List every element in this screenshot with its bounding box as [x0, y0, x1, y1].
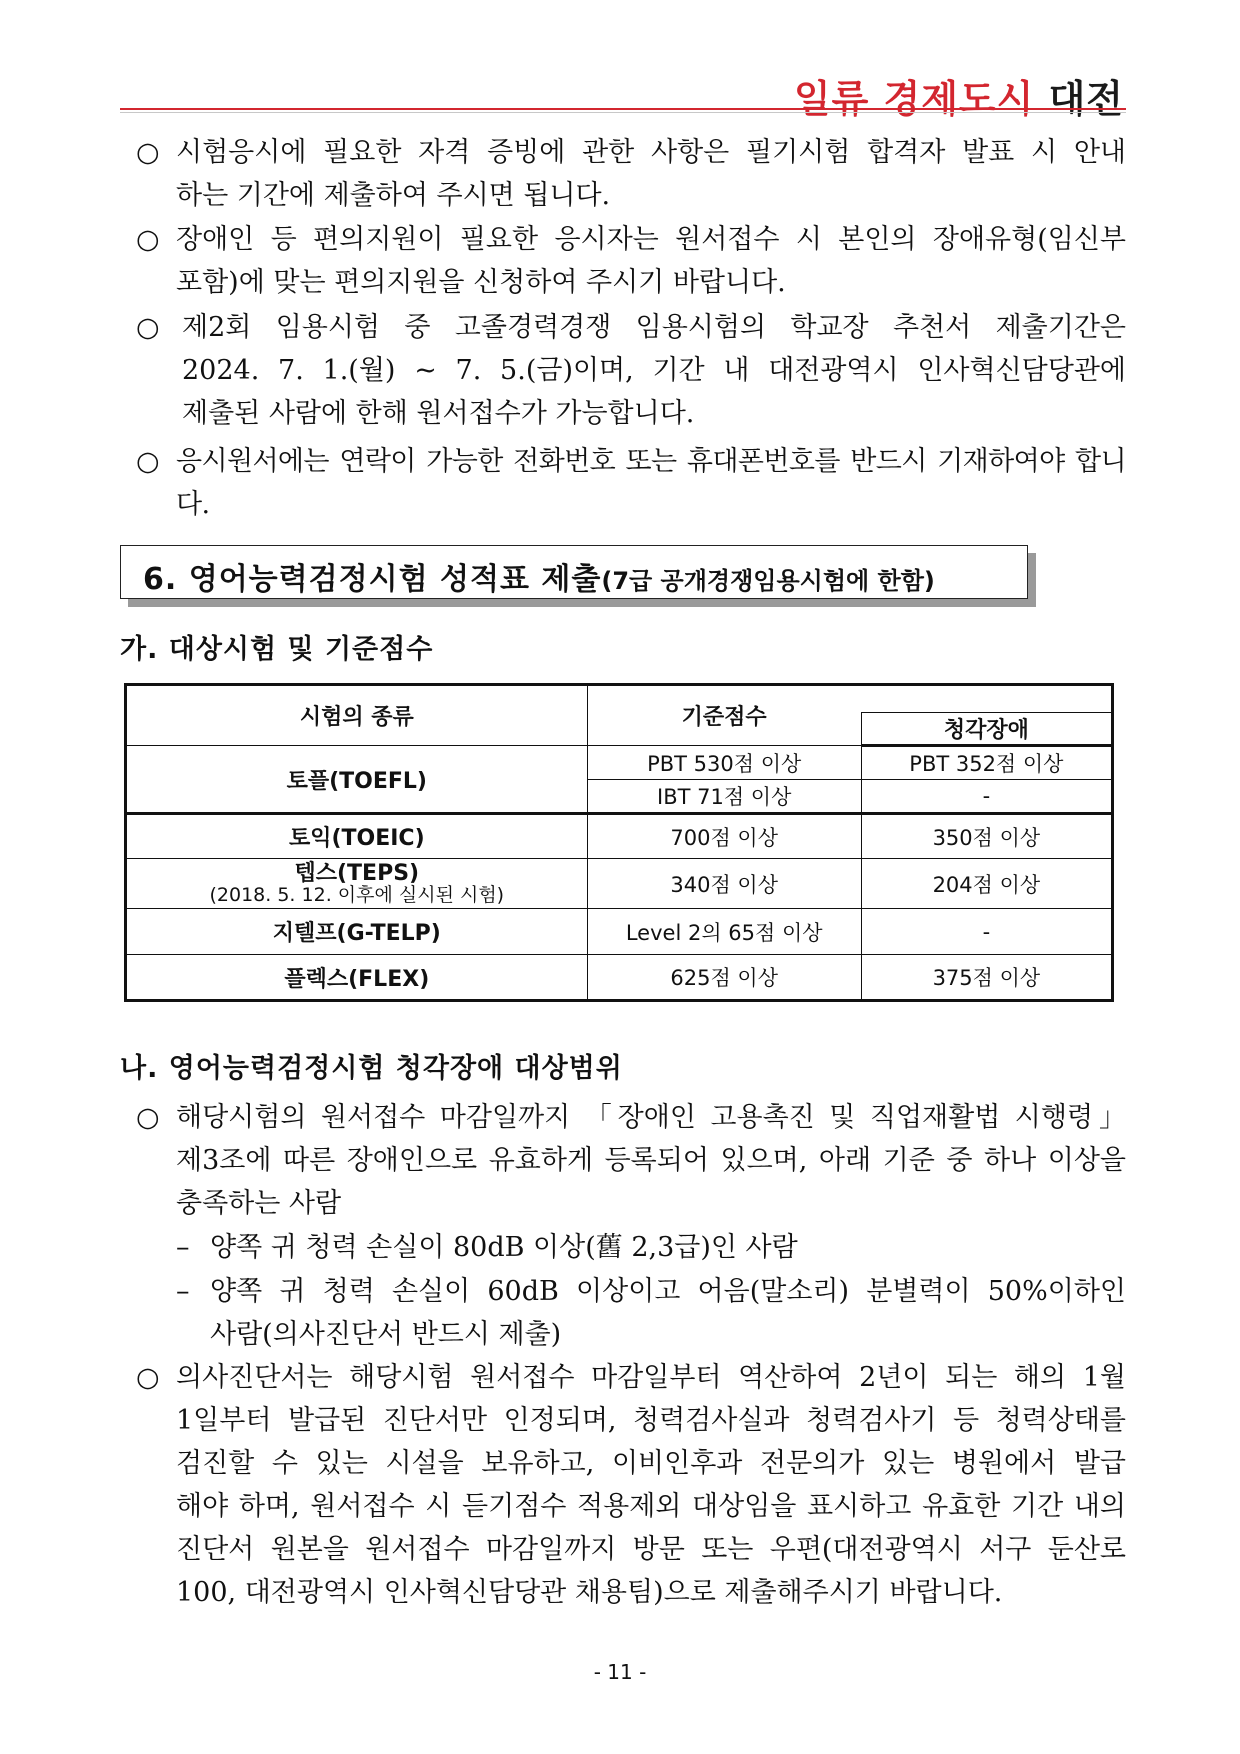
bullet-mark: ○ — [136, 312, 160, 343]
hearing-score: 350점 이상 — [861, 814, 1112, 859]
bullet-mark: ○ — [136, 446, 160, 477]
bullet-line: 제출된 사람에 한해 원서접수가 가능합니다. — [182, 398, 695, 429]
bullet-line: 충족하는 사람 — [176, 1188, 342, 1219]
dash-mark: – — [176, 1276, 190, 1307]
header-brand — [794, 68, 1124, 123]
col-header-exam-type: 시험의 종류 — [126, 685, 588, 746]
header-rule — [120, 108, 1126, 110]
bullet-line: 진단서 원본을 원서접수 마감일까지 방문 또는 우편(대전광역시 서구 둔산로 — [176, 1534, 1126, 1565]
bullet-line: 1일부터 발급된 진단서만 인정되며, 청력검사실과 청력검사기 등 청력상태를 — [176, 1405, 1126, 1436]
brand-slogan: 일류 경제도시 — [793, 77, 1035, 121]
bullet-line: 의사진단서는 해당시험 원서접수 마감일부터 역산하여 2년이 되는 해의 1월 — [176, 1362, 1126, 1393]
hearing-score: PBT 352점 이상 — [861, 746, 1112, 780]
subsection-a-title: 가. 대상시험 및 기준점수 — [120, 634, 434, 665]
criterion-line: 양쪽 귀 청력 손실이 80dB 이상(舊 2,3급)인 사람 — [210, 1232, 798, 1263]
hearing-criterion-2 — [176, 1270, 1126, 1356]
intro-bullet-3 — [136, 306, 1126, 435]
bullet-line: 하는 기간에 제출하여 주시면 됩니다. — [176, 180, 611, 211]
subsection-b-title: 나. 영어능력검정시험 청각장애 대상범위 — [120, 1053, 623, 1084]
bullet-line: 장애인 등 편의지원이 필요한 응시자는 원서접수 시 본인의 장애유형(임신부 — [176, 224, 1126, 255]
exam-name-gtelp: 지텔프(G-TELP) — [126, 909, 588, 955]
section-6-main-title: 6. 영어능력검정시험 성적표 제출 — [143, 562, 602, 597]
brand-city: 대전 — [1048, 77, 1124, 121]
exam-name-teps-label: 텝스(TEPS) — [294, 860, 420, 886]
header-spacer — [861, 685, 1112, 713]
table-row — [126, 814, 1113, 859]
table-row — [126, 859, 1113, 909]
bullet-line: 100, 대전광역시 인사혁신담당관 채용팀)으로 제출해주시기 바랍니다. — [176, 1577, 1003, 1608]
table-row — [126, 955, 1113, 1001]
bullet-mark: ○ — [136, 1362, 160, 1393]
english-test-score-table — [124, 683, 1114, 1002]
standard-score: 625점 이상 — [587, 955, 861, 1001]
section-6-heading-box — [120, 545, 1028, 599]
exam-name-flex: 플렉스(FLEX) — [126, 955, 588, 1001]
standard-score: 700점 이상 — [587, 814, 861, 859]
standard-score: Level 2의 65점 이상 — [587, 909, 861, 955]
bullet-mark: ○ — [136, 1102, 160, 1133]
section-6-subtitle: (7급 공개경쟁임용시험에 한함) — [601, 567, 935, 595]
criterion-line: 양쪽 귀 청력 손실이 60dB 이상이고 어음(말소리) 분별력이 50%이하인 — [210, 1276, 1126, 1307]
intro-bullet-2 — [136, 218, 1126, 304]
bullet-line: 포함)에 맞는 편의지원을 신청하여 주시기 바랍니다. — [176, 267, 786, 298]
intro-bullet-4 — [136, 440, 1126, 526]
col-header-hearing-impaired: 청각장애 — [861, 713, 1112, 746]
bullet-line: 해야 하며, 원서접수 시 듣기점수 적용제외 대상임을 표시하고 유효한 기간 내의 — [176, 1491, 1126, 1522]
standard-score: IBT 71점 이상 — [587, 780, 861, 814]
standard-score: 340점 이상 — [587, 859, 861, 909]
bullet-line: 제3조에 따른 장애인으로 유효하게 등록되어 있으며, 아래 기준 중 하나 이상을 — [176, 1145, 1126, 1176]
bullet-line: 2024. 7. 1.(월) ~ 7. 5.(금)이며, 기간 내 대전광역시 인사혁신담당관에 — [182, 355, 1126, 386]
header-rule-secondary — [120, 112, 1126, 113]
bullet-line: 검진할 수 있는 시설을 보유하고, 이비인후과 전문의가 있는 병원에서 발급 — [176, 1448, 1126, 1479]
hearing-criterion-1 — [176, 1226, 1126, 1269]
hearing-score: - — [861, 780, 1112, 814]
bullet-mark: ○ — [136, 137, 160, 168]
bullet-line: 시험응시에 필요한 자격 증빙에 관한 사항은 필기시험 합격자 발표 시 안내 — [176, 137, 1126, 168]
exam-name-teps — [126, 859, 588, 909]
hearing-score: 204점 이상 — [861, 859, 1112, 909]
hearing-score: 375점 이상 — [861, 955, 1112, 1001]
exam-name-toefl: 토플(TOEFL) — [126, 746, 588, 814]
hearing-score: - — [861, 909, 1112, 955]
page-number: - 11 - — [593, 1660, 647, 1684]
table-row — [126, 909, 1113, 955]
exam-note-teps: (2018. 5. 12. 이후에 실시된 시험) — [209, 883, 505, 906]
bullet-line: 제2회 임용시험 중 고졸경력경쟁 임용시험의 학교장 추천서 제출기간은 — [182, 312, 1126, 343]
standard-score: PBT 530점 이상 — [587, 746, 861, 780]
bullet-line: 해당시험의 원서접수 마감일까지 「장애인 고용촉진 및 직업재활법 시행령」 — [176, 1102, 1126, 1133]
hearing-bullet-1 — [136, 1096, 1126, 1225]
criterion-line: 사람(의사진단서 반드시 제출) — [210, 1319, 562, 1350]
bullet-mark: ○ — [136, 224, 160, 255]
hearing-bullet-2 — [136, 1356, 1126, 1614]
exam-name-toeic: 토익(TOEIC) — [126, 814, 588, 859]
section-6-title — [143, 554, 935, 598]
bullet-line: 응시원서에는 연락이 가능한 전화번호 또는 휴대폰번호를 반드시 기재하여야 합니다. — [176, 446, 1126, 520]
col-header-standard-score: 기준점수 — [587, 685, 861, 746]
dash-mark: – — [176, 1232, 190, 1263]
table-row — [126, 746, 1113, 780]
intro-bullet-1 — [136, 131, 1126, 217]
